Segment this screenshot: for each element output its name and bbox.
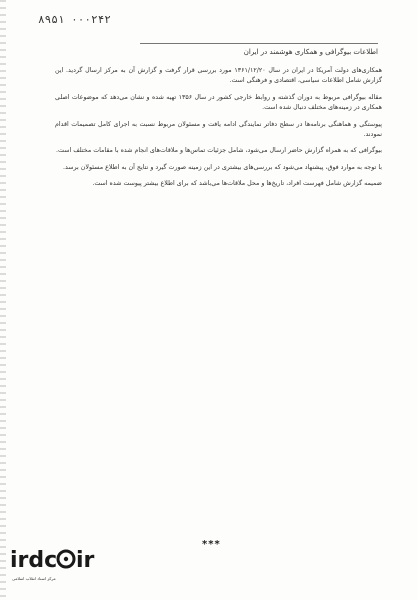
paragraph-5: با توجه به موارد فوق، پیشنهاد می‌شود که بررسی‌های بیشتری در این زمینه صورت گیرد و نتایج آن به اطلاع مسئولان برسد. [62,163,382,171]
paragraph-3: پیوستگی و هماهنگی برنامه‌ها در سطح دفاتر نمایندگی ادامه یافت و مسئولان مربوط نسبت به اجرای کامل تصمیمات اقدام نمودند. [55,120,382,139]
logo-subtitle: مرکز اسناد انقلاب اسلامی [12,576,56,581]
page-mark: *** [202,539,221,550]
document-body [55,66,382,196]
paragraph-4: بیوگرافی که به همراه گزارش حاضر ارسال می‌شود، شامل جزئیات تماس‌ها و ملاقات‌های انجام شده با مقامات مختلف است. [56,147,382,155]
document-title: اطلاعات بیوگرافی و همکاری هوشمند در ایران [243,48,378,56]
watermark-logo [10,545,100,581]
title-underline [140,43,378,44]
svg-text:ir: ir [76,548,95,573]
paragraph-1: همکاری‌های دولت آمریکا در ایران در سال ۱۳۶۱/۱۲/۲۰ مورد بررسی قرار گرفت و گزارش آن به مرکز ارسال گردید. این گزارش شامل اطلاعات سیاسی، اقتصادی و فرهنگی است. [55,67,382,85]
document-number: ۸۹۵۱ ۰۰۰۲۴۲ [38,13,111,26]
paragraph-6: ضمیمه گزارش شامل فهرست افراد، تاریخ‌ها و محل ملاقات‌ها می‌باشد که برای اطلاع بیشتر پیوست شده است. [92,180,382,188]
paragraph-2: مقاله بیوگرافی مربوط به دوران گذشته و روابط خارجی کشور در سال ۱۳۵۶ تهیه شده و نشان می‌دهد که موضوعات اصلی همکاری در زمینه‌های مختلف دنبال شده است. [55,93,382,112]
scan-edge [0,0,6,600]
svg-text:irdc: irdc [10,548,58,573]
